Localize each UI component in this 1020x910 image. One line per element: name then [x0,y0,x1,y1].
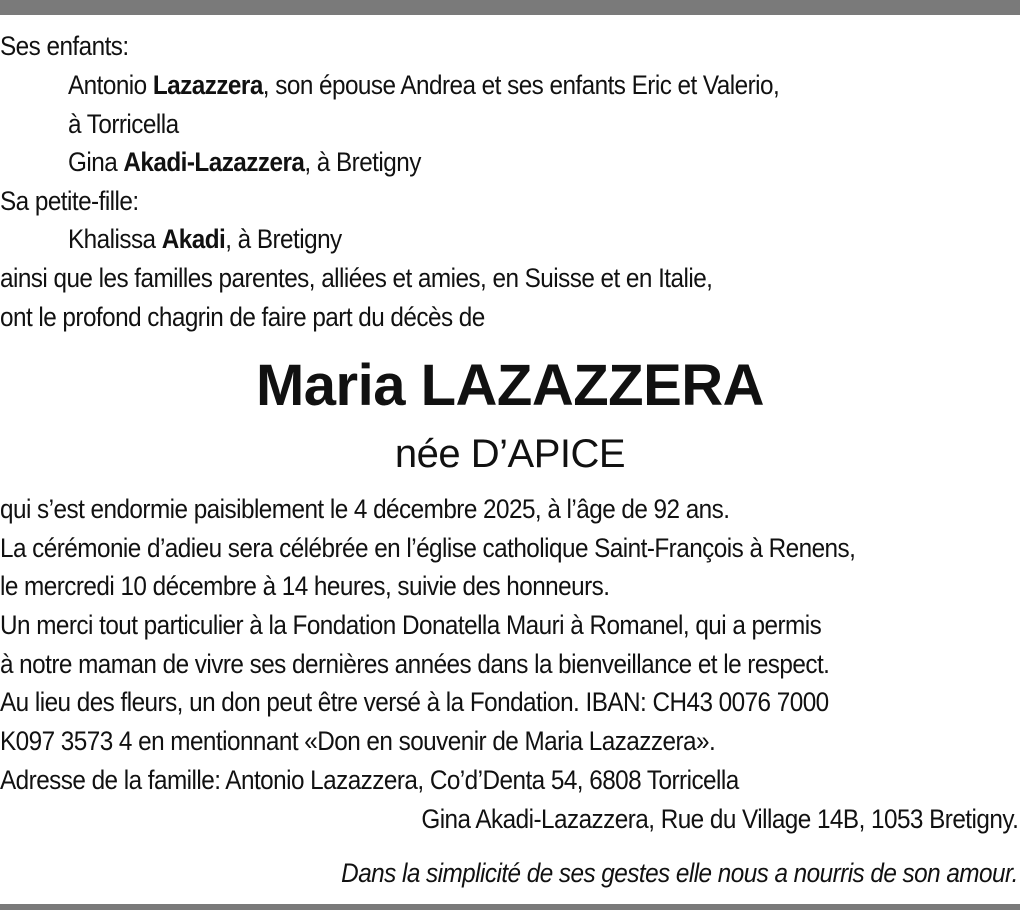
child-line-gina [68,143,421,181]
deceased-name: Maria LAZAZZERA [255,353,765,418]
maiden-name: née D’APICE [394,432,626,476]
bottom-rule [0,904,1020,910]
body-line-1: qui s’est endormie paisiblement le 4 décembre 2025, à l’âge de 92 ans. [0,494,730,524]
closing-quote: Dans la simplicité de ses gestes elle nous a nourris de son amour. [341,858,1018,888]
body-line-4: Un merci tout particulier à la Fondation Donatella Mauri à Romanel, qui a permis [0,610,822,640]
grandchild-first-name: Khalissa [68,224,162,254]
grandchild-last-name: Akadi [161,224,226,254]
families-line: ainsi que les familles parentes, alliées et amies, en Suisse et en Italie, [0,263,713,293]
child-last-name: Lazazzera [152,70,263,100]
family-address-1: Adresse de la famille: Antonio Lazazzera, Co’d’Denta 54, 6808 Torricella [0,765,739,795]
body-line-3: le mercredi 10 décembre à 14 heures, suivie des honneurs. [0,571,610,601]
child-details: , son épouse Andrea et ses enfants Eric et Valerio, [262,70,780,100]
child-last-name: Akadi-Lazazzera [123,147,305,177]
child-first-name: Antonio [68,70,153,100]
grandchild-line [68,220,342,258]
child-first-name: Gina [68,147,124,177]
children-heading: Ses enfants: [0,31,129,61]
body-line-6: Au lieu des fleurs, un don peut être versé à la Fondation. IBAN: CH43 0076 7000 [0,687,829,717]
body-line-5: à notre maman de vivre ses dernières années dans la bienveillance et le respect. [0,649,830,679]
grandchild-details: , à Bretigny [225,224,342,254]
body-line-2: La cérémonie d’adieu sera célébrée en l’église catholique Saint-François à Renens, [0,533,856,563]
grandchild-heading: Sa petite-fille: [0,186,139,216]
child-details: , à Bretigny [304,147,421,177]
child-place: à Torricella [68,109,179,139]
announcement-line: ont le profond chagrin de faire part du décès de [0,302,485,332]
family-address-2: Gina Akadi-Lazazzera, Rue du Village 14B, 1053 Bretigny. [420,804,1018,834]
top-rule [0,0,1020,15]
body-line-7: K097 3573 4 en mentionnant «Don en souvenir de Maria Lazazzera». [0,726,716,756]
child-line-antonio [68,66,779,104]
